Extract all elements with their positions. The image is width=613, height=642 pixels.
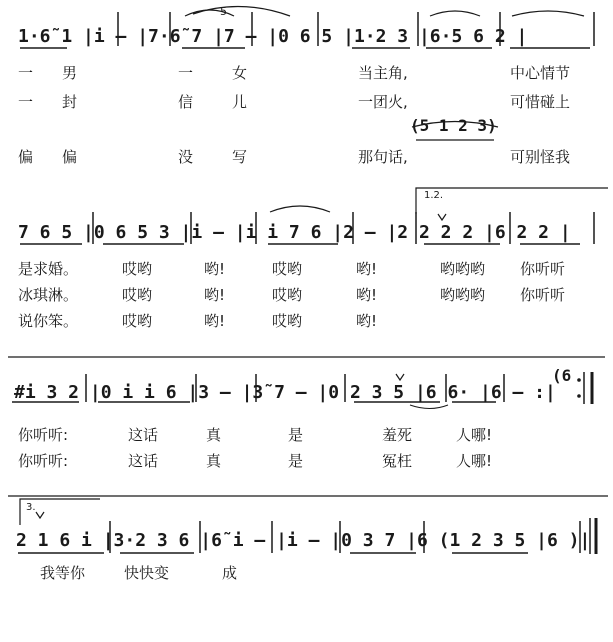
lyric-cell: 这话	[128, 426, 159, 444]
lyric-cell: 哟!	[204, 312, 226, 330]
lyric-cell: 是	[288, 452, 304, 470]
lyric-cell: 没	[178, 148, 194, 166]
lyric-cell: 哟!	[356, 286, 378, 304]
lyric-cell: 哟!	[356, 312, 378, 330]
lyric-cell: 真	[206, 452, 222, 470]
system1-lyric-line-1	[0, 66, 613, 84]
system3-lyric-line-2	[0, 454, 613, 472]
lyric-cell: 一	[18, 93, 34, 111]
lyric-cell: 哎哟	[272, 286, 303, 304]
lyric-cell: 女	[232, 64, 248, 82]
bracket-note-6: (6	[552, 366, 572, 385]
lyric-cell: 快快变	[124, 564, 170, 582]
lyric-cell: 那句话,	[358, 148, 408, 166]
lyric-cell: 一团火,	[358, 93, 408, 111]
lyric-cell: 哟!	[204, 286, 226, 304]
lyric-cell: 偏	[62, 148, 78, 166]
lyric-cell: 成	[222, 564, 238, 582]
lyric-cell: 人哪!	[456, 452, 493, 470]
system4-notes: 2 1 6 i |3·2 3 6 |6˜i – |i – |0 3 7 |6 (1 2 3 5 |6 )|	[16, 530, 591, 551]
lyric-cell: 哟哟哟	[440, 286, 486, 304]
lyric-cell: 你听听:	[18, 426, 69, 444]
lyric-cell: 真	[206, 426, 222, 444]
lyric-cell: 是	[288, 426, 304, 444]
lyric-cell: 偏	[18, 148, 34, 166]
volta-label: 3.	[26, 502, 36, 513]
system3-lyric-line-1	[0, 428, 613, 446]
lyric-cell: 哎哟	[272, 312, 303, 330]
lyric-cell: 儿	[232, 93, 248, 111]
lyric-cell: 中心情节	[510, 64, 571, 82]
lyric-cell: 当主角,	[358, 64, 408, 82]
lyric-cell: 说你笨。	[18, 312, 79, 330]
grace-note-label: 5	[220, 5, 227, 18]
lyric-cell: 羞死	[382, 426, 413, 444]
lyric-cell: 一	[18, 64, 34, 82]
system1-notes: 1·6˜1 |i – |7·6˜7 |7 – |0 6 5 |1·2 3 |6·5 6 2 |	[18, 26, 528, 47]
lyric-cell: 可惜碰上	[510, 93, 571, 111]
lyric-cell: 哎哟	[122, 312, 153, 330]
lyric-cell: 写	[232, 148, 248, 166]
lyric-cell: 哎哟	[272, 260, 303, 278]
system1-lyric-line-3	[0, 150, 613, 168]
system2-lyric-line-1	[0, 262, 613, 280]
lyric-cell: 冰琪淋。	[18, 286, 79, 304]
lyric-cell: 哎哟	[122, 260, 153, 278]
bracket-note: (5 1 2 3)	[410, 116, 497, 135]
system3-notes: #i 3 2 |0 i i 6 |3 – |3˜7 – |0 2 3 5 |6 6· |6 – :|	[14, 382, 556, 403]
lyric-cell: 男	[62, 64, 78, 82]
lyric-cell: 哟!	[356, 260, 378, 278]
lyric-cell: 冤枉	[382, 452, 413, 470]
system2-lyric-line-2	[0, 288, 613, 306]
volta-label: 1.2.	[424, 190, 444, 201]
lyric-cell: 这话	[128, 452, 159, 470]
system2-lyric-line-3	[0, 314, 613, 332]
lyric-cell: 一	[178, 64, 194, 82]
lyric-cell: 你听听	[520, 260, 566, 278]
system2-notes: 7 6 5 |0 6 5 3 |i – |i i 7 6 |2 – |2 2 2 2 |6 2 2 |	[18, 222, 571, 243]
system4-lyric-line-1	[0, 566, 613, 584]
lyric-cell: 我等你	[40, 564, 86, 582]
lyric-cell: 哎哟	[122, 286, 153, 304]
lyric-cell: 封	[62, 93, 78, 111]
lyric-cell: 人哪!	[456, 426, 493, 444]
lyric-cell: 信	[178, 93, 194, 111]
lyric-cell: 哟哟哟	[440, 260, 486, 278]
lyric-cell: 你听听:	[18, 452, 69, 470]
lyric-cell: 你听听	[520, 286, 566, 304]
lyric-cell: 哟!	[204, 260, 226, 278]
system1-lyric-line-2	[0, 95, 613, 113]
lyric-cell: 可别怪我	[510, 148, 571, 166]
lyric-cell: 是求婚。	[18, 260, 79, 278]
